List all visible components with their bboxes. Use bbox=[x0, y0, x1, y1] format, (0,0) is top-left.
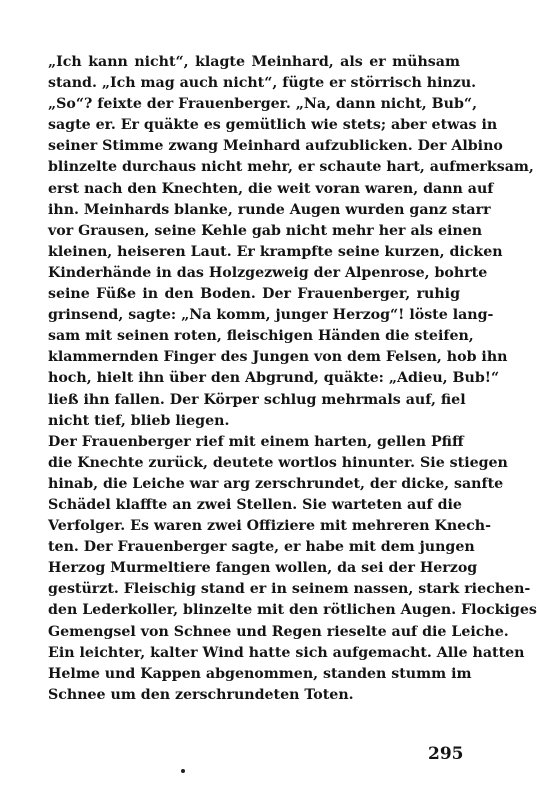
text-line: hinab, die Leiche war arg zerschrundet, der dicke, sanfte bbox=[48, 475, 504, 492]
text-line: Gemengsel von Schnee und Regen rieselte auf die Leiche. bbox=[48, 623, 509, 640]
text-line: stand. „Ich mag auch nicht“, fügte er störrisch hinzu. bbox=[48, 75, 477, 92]
text-line: seine Füße in den Boden. Der Frauenberger, ruhig bbox=[48, 286, 460, 303]
text-line: grinsend, sagte: „Na komm, junger Herzog“! löste lang- bbox=[48, 307, 494, 324]
body-text bbox=[48, 52, 537, 706]
text-line: gestürzt. Fleischig stand er in seinem nassen, stark riechen- bbox=[48, 581, 531, 598]
text-line: Helme und Kappen abgenommen, standen stumm im bbox=[48, 665, 472, 682]
text-line: sagte er. Er quäkte es gemütlich wie stets; aber etwas in bbox=[48, 117, 498, 134]
print-dot bbox=[181, 769, 185, 773]
text-line: sam mit seinen roten, fleischigen Händen die steifen, bbox=[48, 328, 474, 345]
text-line: Ein leichter, kalter Wind hatte sich aufgemacht. Alle hatten bbox=[48, 644, 525, 661]
text-line: ten. Der Frauenberger sagte, er habe mit dem jungen bbox=[48, 539, 475, 556]
text-line: Herzog Murmeltiere fangen wollen, da sei der Herzog bbox=[48, 560, 478, 577]
text-line: „So“? feixte der Frauenberger. „Na, dann nicht, Bub“, bbox=[48, 96, 478, 113]
text-line: klammernden Finger des Jungen von dem Felsen, hob ihn bbox=[48, 349, 508, 366]
text-line: die Knechte zurück, deutete wortlos hinunter. Sie stiegen bbox=[48, 454, 508, 471]
text-line: vor Grausen, seine Kehle gab nicht mehr her als einen bbox=[48, 222, 483, 239]
text-line: Verfolger. Es waren zwei Offiziere mit mehreren Knech- bbox=[48, 518, 492, 535]
text-line: seiner Stimme zwang Meinhard aufzublicken. Der Albino bbox=[48, 138, 503, 155]
text-line: ihn. Meinhards blanke, runde Augen wurden ganz starr bbox=[48, 201, 491, 218]
text-line: Schädel klaffte an zwei Stellen. Sie warteten auf die bbox=[48, 496, 462, 513]
text-line: Schnee um den zerschrundeten Toten. bbox=[48, 686, 354, 703]
text-line: nicht tief, blieb liegen. bbox=[48, 412, 230, 429]
text-line: blinzelte durchaus nicht mehr, er schaute hart, aufmerksam, bbox=[48, 159, 534, 176]
text-line: den Lederkoller, blinzelte mit den rötlichen Augen. Flockiges bbox=[48, 602, 537, 619]
text-line: kleinen, heiseren Laut. Er krampfte seine kurzen, dicken bbox=[48, 243, 503, 260]
page-number: 295 bbox=[428, 744, 464, 764]
text-line: ließ ihn fallen. Der Körper schlug mehrmals auf, fiel bbox=[48, 391, 466, 408]
text-line: erst nach den Knechten, die weit voran waren, dann auf bbox=[48, 180, 494, 197]
text-line: hoch, hielt ihn über den Abgrund, quäkte: „Adieu, Bub!“ bbox=[48, 370, 500, 387]
text-line: Kinderhände in das Holzgezweig der Alpenrose, bohrte bbox=[48, 264, 488, 281]
text-line: „Ich kann nicht“, klagte Meinhard, als er mühsam bbox=[48, 54, 460, 70]
text-line: Der Frauenberger rief mit einem harten, gellen Pfiff bbox=[48, 433, 464, 450]
